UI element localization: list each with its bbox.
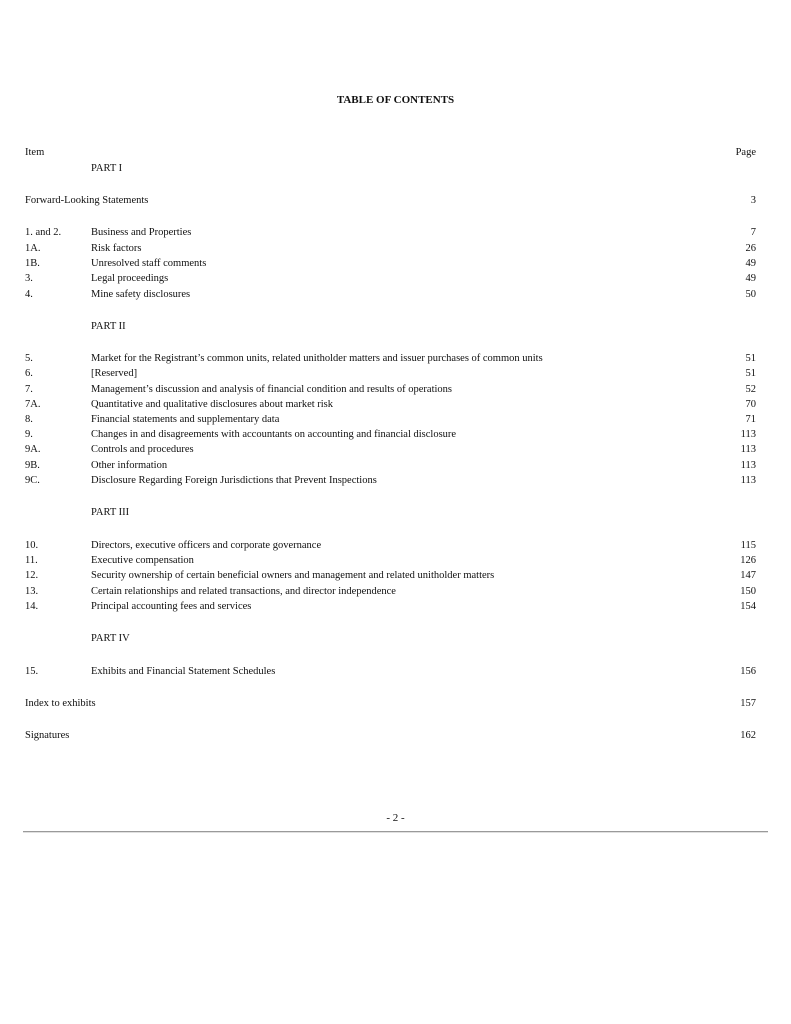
toc-entry-item: 5.: [25, 353, 33, 364]
part-heading: PART IV: [91, 633, 130, 644]
toc-entry-title[interactable]: Signatures: [25, 730, 70, 741]
toc-entry-item: 3.: [25, 273, 33, 284]
toc-row[interactable]: [0, 352, 791, 366]
toc-row[interactable]: [0, 398, 791, 412]
toc-entry-page: 71: [745, 414, 756, 425]
toc-entry-item: 11.: [25, 555, 38, 566]
toc-entry-item: 4.: [25, 289, 33, 300]
toc-entry-page: 154: [740, 601, 756, 612]
toc-row[interactable]: [0, 226, 791, 240]
toc-row[interactable]: [0, 474, 791, 488]
page-divider: [23, 831, 768, 833]
toc-entry-page: 70: [745, 399, 756, 410]
toc-entry-title[interactable]: Index to exhibits: [25, 698, 96, 709]
toc-entry-item: 1. and 2.: [25, 227, 62, 238]
toc-entry-page: 162: [740, 730, 756, 741]
toc-row[interactable]: [0, 569, 791, 583]
toc-entry-page: 113: [740, 475, 756, 486]
toc-row[interactable]: [0, 413, 791, 427]
toc-row[interactable]: [0, 257, 791, 271]
toc-entry-title[interactable]: Market for the Registrant’s common units, related unitholder matters and issuer purchases of common units: [91, 353, 543, 364]
part-heading: PART III: [91, 507, 130, 518]
toc-entry-title[interactable]: [Reserved]: [91, 368, 138, 379]
toc-row[interactable]: [0, 288, 791, 302]
part-heading: PART I: [91, 163, 123, 174]
toc-entry-item: 8.: [25, 414, 33, 425]
toc-entry-page: 51: [745, 353, 756, 364]
toc-row[interactable]: [0, 242, 791, 256]
toc-row[interactable]: [0, 600, 791, 614]
toc-row-signatures[interactable]: [0, 729, 791, 743]
toc-entry-page: 156: [740, 666, 756, 677]
toc-row[interactable]: [0, 665, 791, 679]
toc-row[interactable]: [0, 443, 791, 457]
toc-entry-item: 9A.: [25, 444, 41, 455]
toc-entry-page: 115: [740, 540, 756, 551]
toc-entry-page: 49: [745, 258, 756, 269]
toc-entry-page: 113: [740, 444, 756, 455]
toc-row[interactable]: [0, 428, 791, 442]
toc-entry-page: 150: [740, 586, 756, 597]
toc-header-row: [0, 146, 791, 160]
toc-entry-title[interactable]: Certain relationships and related transactions, and director independence: [91, 586, 396, 597]
toc-entry-title[interactable]: Principal accounting fees and services: [91, 601, 252, 612]
toc-entry-title[interactable]: Security ownership of certain beneficial owners and management and related unitholder matters: [91, 570, 495, 581]
toc-entry-title[interactable]: Legal proceedings: [91, 273, 169, 284]
toc-entry-item: 9B.: [25, 460, 40, 471]
toc-entry-title[interactable]: Unresolved staff comments: [91, 258, 207, 269]
toc-entry-title[interactable]: Financial statements and supplementary data: [91, 414, 280, 425]
toc-entry-item: 7.: [25, 384, 33, 395]
toc-entry-page: 51: [745, 368, 756, 379]
toc-entry-item: 13.: [25, 586, 39, 597]
toc-entry-title[interactable]: Executive compensation: [91, 555, 194, 566]
toc-entry-item: 14.: [25, 601, 39, 612]
toc-entry-title[interactable]: Other information: [91, 460, 168, 471]
item-column-header: Item: [25, 147, 45, 158]
toc-entry-page: 26: [745, 243, 756, 254]
toc-entry-page: 113: [740, 460, 756, 471]
page-column-header: Page: [735, 147, 756, 158]
toc-entry-title[interactable]: Forward-Looking Statements: [25, 195, 149, 206]
toc-entry-item: 6.: [25, 368, 33, 379]
toc-entry-item: 1B.: [25, 258, 40, 269]
toc-title: TABLE OF CONTENTS: [336, 94, 455, 106]
toc-entry-item: 9.: [25, 429, 33, 440]
toc-row[interactable]: [0, 539, 791, 553]
toc-row[interactable]: [0, 585, 791, 599]
toc-entry-item: 9C.: [25, 475, 40, 486]
toc-entry-title[interactable]: Management’s discussion and analysis of financial condition and results of operations: [91, 384, 453, 395]
toc-row-index-to-exhibits[interactable]: [0, 697, 791, 711]
toc-entry-item: 7A.: [25, 399, 41, 410]
toc-entry-title[interactable]: Risk factors: [91, 243, 142, 254]
toc-entry-page: 50: [745, 289, 756, 300]
toc-entry-title[interactable]: Controls and procedures: [91, 444, 194, 455]
page-number: - 2 -: [386, 812, 405, 824]
toc-entry-page: 157: [740, 698, 756, 709]
toc-entry-title[interactable]: Exhibits and Financial Statement Schedules: [91, 666, 276, 677]
toc-entry-page: 7: [750, 227, 756, 238]
toc-entry-page: 3: [750, 195, 756, 206]
toc-entry-page: 52: [745, 384, 756, 395]
toc-row[interactable]: [0, 383, 791, 397]
toc-entry-page: 49: [745, 273, 756, 284]
toc-entry-title[interactable]: Disclosure Regarding Foreign Jurisdictions that Prevent Inspections: [91, 475, 377, 486]
toc-entry-item: 10.: [25, 540, 39, 551]
toc-entry-item: 1A.: [25, 243, 41, 254]
toc-entry-page: 126: [740, 555, 756, 566]
toc-entry-page: 113: [740, 429, 756, 440]
toc-entry-title[interactable]: Mine safety disclosures: [91, 289, 191, 300]
toc-entry-title[interactable]: Business and Properties: [91, 227, 192, 238]
toc-entry-title[interactable]: Directors, executive officers and corporate governance: [91, 540, 322, 551]
toc-entry-item: 12.: [25, 570, 39, 581]
toc-row-forward-looking[interactable]: [0, 194, 791, 208]
toc-entry-title[interactable]: Changes in and disagreements with accountants on accounting and financial disclosure: [91, 429, 457, 440]
toc-row[interactable]: [0, 554, 791, 568]
toc-row[interactable]: [0, 272, 791, 286]
part-heading: PART II: [91, 321, 126, 332]
toc-entry-title[interactable]: Quantitative and qualitative disclosures about market risk: [91, 399, 334, 410]
toc-entry-page: 147: [740, 570, 756, 581]
toc-entry-item: 15.: [25, 666, 39, 677]
toc-row[interactable]: [0, 459, 791, 473]
toc-row[interactable]: [0, 367, 791, 381]
